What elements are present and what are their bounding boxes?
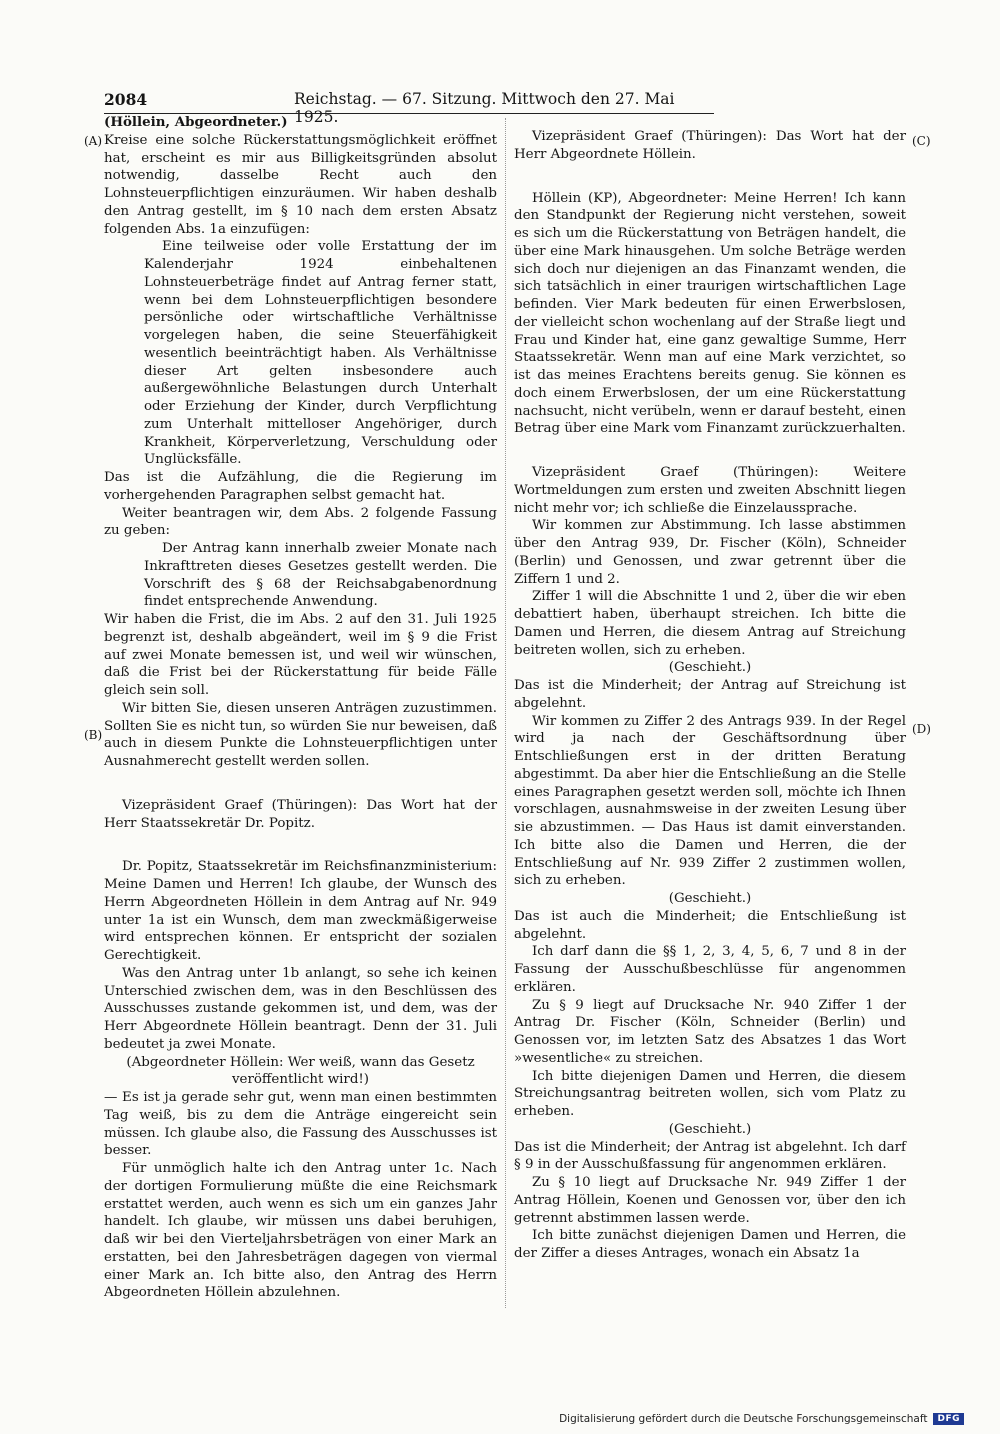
column-separator xyxy=(505,118,506,1308)
paragraph: Kreise eine solche Rückerstattungsmöglichkeit eröffnet hat, erscheint es mir aus Billigkeitsgründen absolut notwendig, dasselbe Recht auch den Lohnsteuerpflichtigen einzuräumen. Wir haben deshalb den Antrag gestellt, im § 10 nach dem ersten Absatz folgenden Abs. 1a einzufügen: xyxy=(104,132,497,237)
paragraph: Wir kommen zur Abstimmung. Ich lasse abstimmen über den Antrag 939, Dr. Fischer (Köln), Schneider (Berlin) und Genossen, und zwar getrennt über die Ziffern 1 und 2. xyxy=(514,518,906,587)
quoted-amendment: Der Antrag kann innerhalb zweier Monate nach Inkrafttreten dieses Gesetzes gestellt werden. Die Vorschrift des § 68 der Reichsabgabenordnung findet entsprechende Anwendung. xyxy=(144,541,497,610)
page-number: 2084 xyxy=(104,90,148,109)
paragraph: Zu § 9 liegt auf Drucksache Nr. 940 Ziffer 1 der Antrag Dr. Fischer (Köln, Schneider (Berlin) und Genossen vor, im letzten Satz des Absatzes 1 das Wort »wesentliche« zu streichen. xyxy=(514,997,906,1066)
right-column xyxy=(514,114,906,1263)
paragraph: Wir kommen zu Ziffer 2 des Antrags 939. In der Regel wird ja nach der Geschäftsordnung über Entschließungen erst in der dritten Beratung abgestimmt. Da aber hier die Entschließung an die Stelle eines Paragraphen gesetzt werden soll, möchte ich Ihnen vorschlagen, ausnahmsweise in der zweiten Lesung über sie abzustimmen. — Das Haus ist damit einverstanden. Ich bitte also die Damen und Herren, die der Entschließung auf Nr. 939 Ziffer 2 zustimmen wollen, sich zu erheben. xyxy=(514,713,906,889)
paragraph: Das ist die Minderheit; der Antrag auf Streichung ist abgelehnt. xyxy=(514,678,906,711)
paragraph: Das ist die Minderheit; der Antrag ist abgelehnt. Ich darf § 9 in der Ausschußfassung für angenommen erklären. xyxy=(514,1139,906,1173)
footer-text: Digitalisierung gefördert durch die Deutsche Forschungsgemeinschaft xyxy=(559,1413,928,1425)
chair-remark: Vizepräsident Graef (Thüringen): Das Wort hat der Herr Staatssekretär Dr. Popitz. xyxy=(104,797,497,831)
chair-remark: Vizepräsident Graef (Thüringen): Weitere Wortmeldungen zum ersten und zweiten Abschnitt liegen nicht mehr vor; ich schließe die Einzelaussprache. xyxy=(514,465,906,516)
quoted-amendment: Eine teilweise oder volle Erstattung der im Kalenderjahr 1924 einbehaltenen Lohnsteuerbeträge findet auf Antrag ferner statt, wenn bei dem Lohnsteuerpflichtigen besondere persönliche oder wirtschaftliche Verhältnisse vorgelegen haben, die seine Steuerfähigkeit wesentlich beeinträchtigt haben. Als Verhältnisse dieser Art gelten insbesondere auch außergewöhnliche Belastungen durch Unterhalt oder Erziehung der Kinder, durch Verpflichtung zum Unterhalt mittelloser Angehöriger, durch Krankheit, Körperverletzung, Verschuldung oder Unglücksfälle. xyxy=(144,239,497,468)
margin-marker-d: (D) xyxy=(912,722,931,736)
paragraph: Ich darf dann die §§ 1, 2, 3, 4, 5, 6, 7 und 8 in der Fassung der Ausschußbeschlüsse für angenommen erklären. xyxy=(514,944,906,995)
paragraph: Ich bitte diejenigen Damen und Herren, die diesem Streichungsantrag beitreten wollen, sich vom Platz zu erheben. xyxy=(514,1068,906,1119)
left-column xyxy=(104,114,497,1302)
paragraph: Ziffer 1 will die Abschnitte 1 und 2, über die wir eben debattiert haben, überhaupt streichen. Ich bitte die Damen und Herren, die diesem Antrag auf Streichung beitreten wollen, sich zu erheben. xyxy=(514,589,906,658)
stage-direction: (Geschieht.) xyxy=(668,891,752,906)
paragraph: Weiter beantragen wir, dem Abs. 2 folgende Fassung zu geben: xyxy=(104,505,497,539)
margin-marker-a: (A) xyxy=(84,134,103,148)
stage-direction: (Geschieht.) xyxy=(668,660,752,676)
paragraph: Zu § 10 liegt auf Drucksache Nr. 949 Ziffer 1 der Antrag Höllein, Koenen und Genossen vor, über den ich getrennt abstimmen lassen werde. xyxy=(514,1175,906,1226)
chair-remark: Vizepräsident Graef (Thüringen): Das Wort hat der Herr Abgeordnete Höllein. xyxy=(514,129,906,162)
paragraph: — Es ist ja gerade sehr gut, wenn man einen bestimmten Tag weiß, bis zu dem die Anträge eingereicht sein müssen. Ich glaube also, die Fassung des Ausschusses ist besser. xyxy=(104,1090,497,1159)
margin-marker-c: (C) xyxy=(912,134,931,148)
running-title: Reichstag. — 67. Sitzung. Mittwoch den 27. Mai 1925. xyxy=(294,90,675,126)
footer-credit xyxy=(559,1413,964,1425)
paragraph: Wir bitten Sie, diesen unseren Anträgen zuzustimmen. Sollten Sie es nicht tun, so würden Sie nur beweisen, daß auch in diesem Punkte die Lohnsteuerpflichtigen unter Ausnahmerecht gestellt werden sollen. xyxy=(104,700,497,769)
speaker-continuation: (Höllein, Abgeordneter.) xyxy=(104,114,288,130)
interjection: (Abgeordneter Höllein: Wer weiß, wann das Gesetz veröffentlicht wird!) xyxy=(126,1054,475,1088)
paragraph: Das ist die Aufzählung, die die Regierung im vorhergehenden Paragraphen selbst gemacht hat. xyxy=(104,470,497,503)
paragraph: Für unmöglich halte ich den Antrag unter 1c. Nach der dortigen Formulierung müßte die eine Reichsmark erstattet werden, auch wenn es sich um ein ganzes Jahr handelt. Ich glaube, wir müssen uns dabei beruhigen, daß wir bei den Vierteljahrsbeträgen von einer Mark an erstatten, bei den Jahresbeträgen dagegen von viermal einer Mark an. Ich bitte also, den Antrag des Herrn Abgeordneten Höllein abzulehnen. xyxy=(104,1161,497,1301)
paragraph: Wir haben die Frist, die im Abs. 2 auf den 31. Juli 1925 begrenzt ist, deshalb abgeändert, weil im § 9 die Frist auf zwei Monate bemessen ist, und weil wir wünschen, daß die Frist bei der Rückerstattung für beide Fälle gleich sein soll. xyxy=(104,612,497,698)
stage-direction: (Geschieht.) xyxy=(668,1121,752,1137)
paragraph: Das ist auch die Minderheit; die Entschließung ist abgelehnt. xyxy=(514,908,906,942)
paragraph: Was den Antrag unter 1b anlangt, so sehe ich keinen Unterschied zwischen dem, was in den Beschlüssen des Ausschusses zustande gekommen ist, und dem, was der Herr Abgeordnete Höllein beantragt. Denn der 31. Juli bedeutet ja zwei Monate. xyxy=(104,965,497,1052)
paragraph: Ich bitte zunächst diejenigen Damen und Herren, die der Ziffer a dieses Antrages, wonach ein Absatz 1a xyxy=(514,1228,906,1261)
speech-hoellein: Höllein (KP), Abgeordneter: Meine Herren! Ich kann den Standpunkt der Regierung nicht verstehen, soweit es sich um die Rückerstattung von Beträgen handelt, die über eine Mark hinausgehen. Um solche Beträge werden sich doch nur diejenigen an das Finanzamt wenden, die sich tatsächlich in einer traurigen wirtschaftlichen Lage befinden. Vier Mark bedeuten für einen Erwerbslosen, der vielleicht schon wochenlang auf der Straße liegt und Frau und Kinder hat, eine ganz gewaltige Summe, Herr Staatssekretär. Wenn man auf eine Mark verzichtet, so ist das meines Erachtens bereits genug. Sie können es doch einem Erwerbslosen, der um eine Rückerstattung nachsucht, nicht verübeln, wenn er darauf besteht, einen Betrag über eine Mark vom Finanzamt zurückzuerhalten. xyxy=(514,190,906,437)
margin-marker-b: (B) xyxy=(84,728,103,742)
speech-popitz: Dr. Popitz, Staatssekretär im Reichsfinanzministerium: Meine Damen und Herren! Ich glaube, der Wunsch des Herrn Abgeordneten Höllein in dem Antrag auf Nr. 949 unter 1a ist ein Wunsch, dem man zweckmäßigerweise wird entsprechen können. Er entspricht der sozialen Gerechtigkeit. xyxy=(104,859,497,963)
dfg-logo: DFG xyxy=(933,1413,964,1425)
